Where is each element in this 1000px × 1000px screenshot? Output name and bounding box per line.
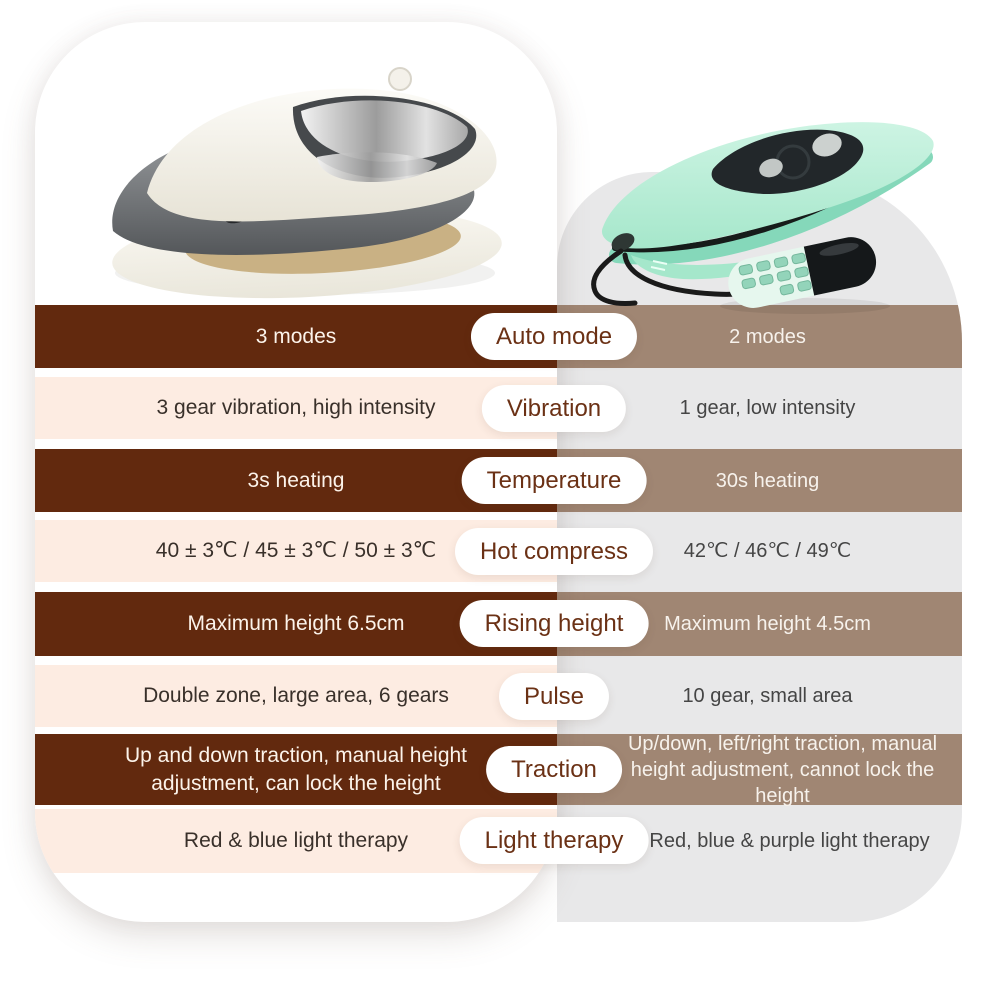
right-cell-text: 42℃ / 46℃ / 49℃ [683, 540, 852, 562]
left-cell-text: Red & blue light therapy [183, 829, 409, 853]
left-cell-text: 40 ± 3℃ / 45 ± 3℃ / 50 ± 3℃ [155, 539, 437, 563]
left-cell-text: 3 modes [255, 324, 337, 348]
left-cell-text: 3s heating [247, 468, 345, 492]
feature-pill-auto-mode: Auto mode [471, 313, 637, 360]
left-cell-text: Up and down traction, manual height adjustment, can lock the height [124, 744, 468, 795]
feature-pill-vibration: Vibration [482, 385, 626, 432]
left-cell-text: Maximum height 6.5cm [187, 612, 405, 636]
right-cell-text: 10 gear, small area [682, 685, 853, 707]
right-cell-text: 1 gear, low intensity [679, 397, 856, 419]
right-cell-text: Maximum height 4.5cm [664, 613, 871, 635]
left-cell-text: Double zone, large area, 6 gears [143, 684, 449, 708]
feature-pill-temperature: Temperature [462, 457, 647, 504]
left-cell-pulse [35, 665, 557, 727]
right-cell-text: Red, blue & purple light therapy [649, 830, 930, 852]
feature-pill-rising-height: Rising height [460, 600, 649, 647]
feature-pill-pulse: Pulse [499, 673, 609, 720]
feature-pill-light-therapy: Light therapy [460, 817, 649, 864]
left-cell-text: 3 gear vibration, high intensity [156, 396, 436, 420]
feature-pill-hot-compress: Hot compress [455, 528, 653, 575]
feature-pill-traction: Traction [486, 746, 622, 793]
right-cell-text: 30s heating [715, 469, 820, 492]
right-product-image [565, 105, 965, 320]
white-neck-massager-illustration [110, 68, 504, 305]
right-cell-text: Up/down, left/right traction, manual height adjustment, cannot lock the height [627, 732, 938, 807]
left-cell-traction [35, 734, 557, 805]
right-cell-pulse [557, 665, 962, 727]
power-button [389, 68, 411, 90]
right-cell-text: 2 modes [729, 325, 806, 348]
green-neck-massager-illustration [594, 122, 934, 314]
left-product-image [55, 45, 525, 305]
left-cell-vibration [35, 377, 557, 439]
